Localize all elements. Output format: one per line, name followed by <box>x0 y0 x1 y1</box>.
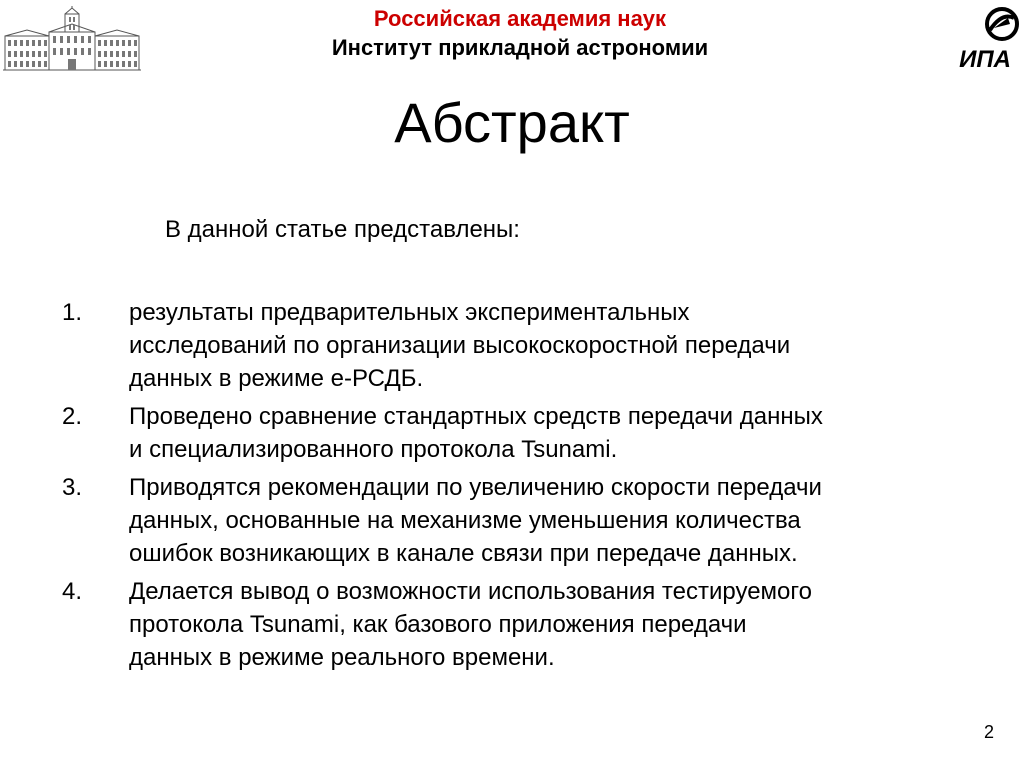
item-line: данных, основанные на механизме уменьшения количества <box>129 507 801 534</box>
page-number: 2 <box>984 722 995 742</box>
ipa-logo-text: ИПА <box>959 46 1011 72</box>
intro-text: В данной статье представлены: <box>165 216 520 243</box>
header-academy: Российская академия наук <box>373 6 667 31</box>
item-line: и специализированного протокола Tsunami. <box>129 436 618 463</box>
item-line: исследований по организации высокоскоростной передачи <box>129 332 791 359</box>
item-line: данных в режиме реального времени. <box>129 644 555 671</box>
abstract-list <box>0 296 1000 679</box>
item-number: 3. <box>62 474 83 501</box>
list-item <box>0 471 1000 570</box>
item-line: Проведено сравнение стандартных средств передачи данных <box>129 403 823 430</box>
ipa-logo <box>950 4 1020 72</box>
list-item <box>0 400 1000 466</box>
building-icon <box>3 6 141 72</box>
header-institute: Институт прикладной астрономии <box>331 35 709 60</box>
item-line: результаты предварительных экспериментальных <box>129 299 690 326</box>
header <box>140 4 900 62</box>
item-line: данных в режиме е-РСДБ. <box>129 365 424 392</box>
item-line: протокола Tsunami, как базового приложения передачи <box>129 611 747 638</box>
page-title: Абстракт <box>394 91 630 154</box>
item-number: 4. <box>62 578 83 605</box>
item-line: ошибок возникающих в канале связи при передаче данных. <box>129 540 798 567</box>
item-number: 1. <box>62 299 83 326</box>
list-item <box>0 296 1000 395</box>
list-item <box>0 575 1000 674</box>
item-line: Приводятся рекомендации по увеличению скорости передачи <box>129 474 822 501</box>
item-number: 2. <box>62 403 83 430</box>
item-line: Делается вывод о возможности использования тестируемого <box>129 578 812 605</box>
